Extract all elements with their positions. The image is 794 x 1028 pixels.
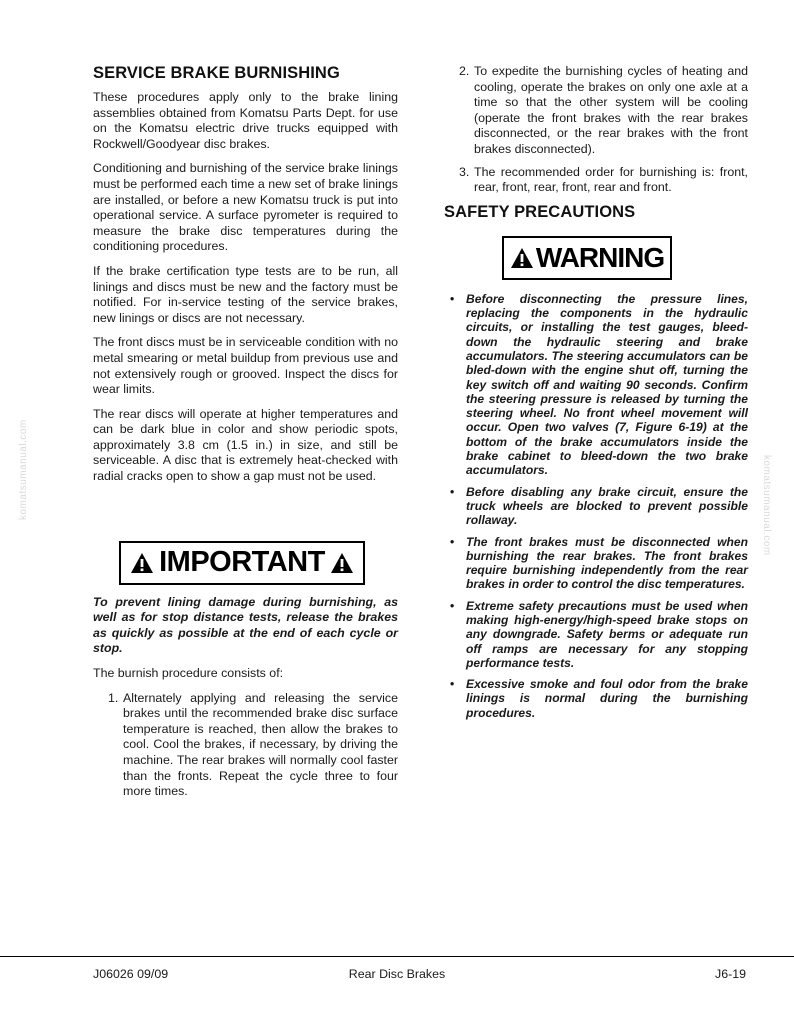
watermark-right: komatsumanual.com: [761, 455, 772, 556]
important-notice-box: [119, 541, 365, 585]
step-number: 3.: [459, 164, 470, 179]
warning-triangle-icon: [130, 552, 154, 574]
step-number: 1.: [108, 690, 119, 705]
important-label: IMPORTANT: [159, 546, 325, 579]
paragraph: The rear discs will operate at higher temperatures and can be dark blue in color and show periodic spots, approximately 3.8 cm (1.5 in.) in size, and still be serviceable. A disc that is extremely heat-checked with radial cracks open to show a gap must not be used.: [93, 406, 398, 484]
bullet-text: Before disconnecting the pressure lines, replacing the components in the hydraulic circuits, or installing the test gauges, bleed-down the hydraulic steering and brake accumulators. The steering accumulators can be bled-down with the engine shut off, turning the key switch off and waiting 90 seconds. Confirm the steering pressure is released by turning the steering wheel. No front wheel movement will occur. Open two valves (7, Figure 6-19) at the bottom of the brake accumulators inside the brake cabinet to bleed-down the two brake accumulators.: [466, 291, 748, 478]
procedure-step: [93, 691, 398, 800]
important-text: To prevent lining damage during burnishing, as well as for stop distance tests, release the brakes as quickly as possible at the end of each cycle or stop.: [93, 594, 398, 656]
step-text: The recommended order for burnishing is: front, rear, front, rear, front, rear and front.: [474, 164, 748, 195]
bullet-icon: •: [450, 534, 455, 549]
footer-section-title: Rear Disc Brakes: [348, 967, 446, 981]
warning-triangle-icon: [510, 247, 534, 269]
warning-label: WARNING: [535, 241, 665, 273]
safety-bullet: [444, 292, 748, 478]
bullet-text: The front brakes must be disconnected when burnishing the rear brakes. The front brakes require burnishing independently from the rear brakes in order to control the disc temperatures.: [466, 534, 748, 592]
safety-bullet: [444, 535, 748, 592]
procedure-step: [444, 165, 748, 196]
paragraph: Conditioning and burnishing of the service brake linings must be performed each time a new set of brake linings are installed, or before a new Komatsu truck is put into operational service. A surface pyrometer is required to measure the brake disc temperatures during the conditioning procedures.: [93, 161, 398, 254]
paragraph: If the brake certification type tests are to be run, all linings and discs must be new and the factory must be notified. For in-service testing of the service brakes, new linings or discs are not necessary.: [93, 263, 398, 325]
safety-bullet: [444, 485, 748, 528]
warning-triangle-icon: [330, 552, 354, 574]
bullet-text: Before disabling any brake circuit, ensure the truck wheels are blocked to prevent possible rollaway.: [466, 484, 748, 528]
step-number: 2.: [459, 64, 470, 78]
bullet-icon: •: [450, 484, 455, 499]
bullet-icon: •: [450, 291, 455, 306]
step-text: To expedite the burnishing cycles of heating and cooling, operate the brakes on only one axle at a time so that the other system will be cooling (operate the front brakes with the rear brakes disconnected, or the rear brakes with the front brakes disconnected).: [474, 64, 748, 156]
safety-bullet: [444, 599, 748, 670]
bullet-icon: •: [450, 677, 455, 692]
procedure-steps: [93, 691, 398, 800]
safety-bullets: [444, 292, 748, 720]
watermark-left: komatsumanual.com: [18, 419, 29, 520]
paragraph: These procedures apply only to the brake lining assemblies obtained from Komatsu Parts Dept. for use on the Komatsu electric drive trucks equipped with Rockwell/Goodyear disc brakes.: [93, 90, 398, 151]
paragraph: The front discs must be in serviceable condition with no metal smearing or metal buildup from previous use and not extensively rough or grooved. Inspect the discs for wear limits.: [93, 335, 398, 397]
footer-doc-code: J06026 09/09: [93, 967, 169, 981]
left-column: [93, 64, 398, 807]
procedure-steps-continued: [444, 64, 748, 196]
section-heading-burnishing: SERVICE BRAKE BURNISHING: [93, 64, 340, 82]
bullet-icon: •: [450, 598, 455, 613]
section-heading-safety: SAFETY PRECAUTIONS: [444, 202, 636, 221]
footer-divider: [0, 956, 794, 957]
footer-page-number: J6-19: [715, 967, 746, 981]
procedure-intro: The burnish procedure consists of:: [93, 666, 284, 681]
safety-bullet: [444, 677, 748, 720]
procedure-step: [444, 64, 748, 158]
warning-notice-box: [502, 236, 672, 280]
bullet-text: Extreme safety precautions must be used when making high-energy/high-speed brake stops on any downgrade. Safety berms or adequate run off ramps are necessary for any stopping performance tests.: [466, 598, 748, 670]
right-column: [444, 64, 748, 727]
step-text: Alternately applying and releasing the service brakes until the recommended brake disc surface temperature is reached, then allow the brakes to cool. Cool the brakes, if necessary, by driving the machine. The rear brakes will normally cool faster than the fronts. Repeat the cycle three to four more times.: [123, 690, 398, 799]
bullet-text: Excessive smoke and foul odor from the brake linings is normal during the burnishing procedures.: [466, 677, 748, 720]
